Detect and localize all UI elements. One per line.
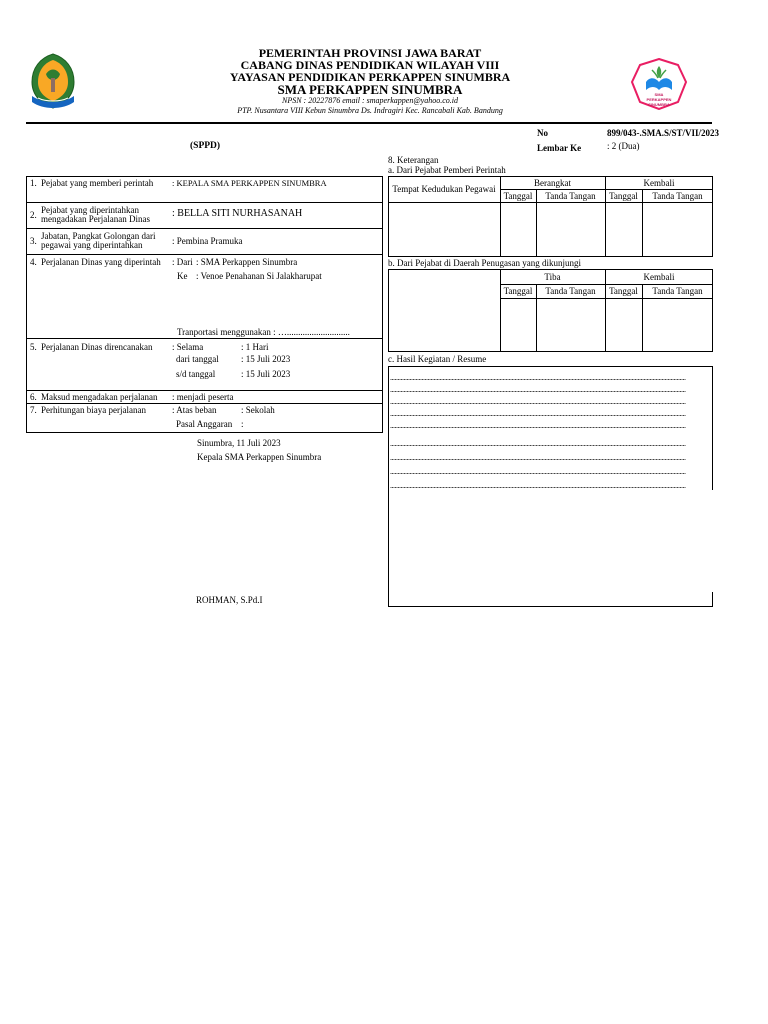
a-col-ttd-1: Tanda Tangan bbox=[545, 191, 596, 201]
left-logo bbox=[28, 52, 78, 110]
row5-sd-label: s/d tanggal bbox=[176, 369, 216, 379]
row6-num: 6. bbox=[30, 392, 37, 402]
b-col-ttd-2: Tanda Tangan bbox=[652, 286, 703, 296]
row6-label: Maksud mengadakan perjalanan bbox=[41, 392, 158, 402]
address-line: PTP. Nusantara VIII Kebun Sinumbra Ds. Indragiri Kec. Rancabali Kab. Bandung bbox=[237, 106, 503, 115]
npsn-line: NPSN : 20227876 email : smaperkappen@yahoo.co.id bbox=[282, 96, 458, 105]
section-c-title: c. Hasil Kegiatan / Resume bbox=[388, 354, 487, 364]
no-value: 899/043-.SMA.S/ST/VII/2023 bbox=[607, 128, 720, 138]
right-logo bbox=[630, 58, 688, 110]
resume-box-left bbox=[388, 366, 389, 607]
row7-pasal-label: Pasal Anggaran bbox=[176, 419, 233, 429]
row-divider bbox=[388, 202, 713, 203]
row7-pasal-value: : bbox=[241, 419, 244, 429]
row5-selama-value: : 1 Hari bbox=[241, 342, 269, 352]
resume-box-right-bottom bbox=[712, 592, 713, 607]
row-divider bbox=[26, 403, 383, 404]
resume-dotted-line: ..................................................................................................................................................................................................... bbox=[390, 386, 686, 394]
row5-label: Perjalanan Dinas direncanakan bbox=[41, 342, 153, 352]
resume-box-top bbox=[388, 366, 713, 367]
row2-value: : BELLA SITI NURHASANAH bbox=[172, 208, 303, 219]
row4-num: 4. bbox=[30, 257, 37, 267]
row4-dari-value: : SMA Perkappen Sinumbra bbox=[196, 257, 298, 267]
resume-dotted-line: ..................................................................................................................................................................................................... bbox=[390, 454, 686, 462]
row-divider bbox=[26, 202, 383, 203]
header-line-2: CABANG DINAS PENDIDIKAN WILAYAH VIII bbox=[240, 58, 500, 72]
row4-dari-label: : Dari bbox=[172, 257, 193, 267]
b-col-tanggal-1: Tanggal bbox=[503, 286, 533, 296]
lembar-label: Lembar Ke bbox=[537, 143, 582, 153]
resume-dotted-line: ..................................................................................................................................................................................................... bbox=[390, 440, 686, 448]
row1-value: : KEPALA SMA PERKAPPEN SINUMBRA bbox=[172, 178, 327, 188]
lembar-value: : 2 (Dua) bbox=[607, 141, 640, 151]
row4-transport: Tranportasi menggunakan : …............................ bbox=[177, 327, 350, 337]
resume-dotted-line: ..................................................................................................................................................................................................... bbox=[390, 374, 686, 382]
header-block bbox=[150, 47, 590, 116]
right-logo-text: SMA PERKAPPEN SINUMBRA bbox=[646, 92, 672, 107]
row5-dari-value: : 15 Juli 2023 bbox=[241, 354, 291, 364]
row5-num: 5. bbox=[30, 342, 37, 352]
signature-name: ROHMAN, S.Pd.I bbox=[196, 595, 263, 605]
row7-num: 7. bbox=[30, 405, 37, 415]
section-a-title: a. Dari Pejabat Pemberi Perintah bbox=[388, 165, 506, 175]
row5-dari-label: dari tanggal bbox=[176, 354, 219, 364]
school-name: SMA PERKAPPEN SINUMBRA bbox=[277, 82, 463, 97]
header-line-3: YAYASAN PENDIDIKAN PERKAPPEN SINUMBRA bbox=[229, 70, 511, 84]
resume-dotted-line: ..................................................................................................................................................................................................... bbox=[390, 468, 686, 476]
row3-value: : Pembina Pramuka bbox=[172, 236, 243, 246]
row2-label-1: Pejabat yang diperintahkan bbox=[41, 205, 139, 215]
no-label: No bbox=[537, 128, 548, 138]
row7-atas-value: : Sekolah bbox=[241, 405, 275, 415]
a-col-kembali: Kembali bbox=[643, 178, 675, 188]
row3-label-2: pegawai yang diperintahkan bbox=[41, 240, 143, 250]
row5-selama-label: : Selama bbox=[172, 342, 204, 352]
b-col-kembali: Kembali bbox=[643, 272, 675, 282]
resume-box-right-top bbox=[712, 366, 713, 490]
row4-label: Perjalanan Dinas yang diperintah bbox=[41, 257, 161, 267]
doc-title: (SPPD) bbox=[190, 141, 221, 151]
a-col-tanggal-2: Tanggal bbox=[609, 191, 638, 201]
b-col-ttd-1: Tanda Tangan bbox=[545, 286, 596, 296]
row-divider bbox=[26, 254, 383, 255]
row7-label: Perhitungan biaya perjalanan bbox=[41, 405, 146, 415]
row5-sd-value: : 15 Juli 2023 bbox=[241, 369, 291, 379]
a-col-tanggal-1: Tanggal bbox=[503, 191, 533, 201]
row7-atas-label: : Atas beban bbox=[172, 405, 217, 415]
row1-num: 1. bbox=[30, 178, 37, 188]
resume-dotted-line: ..................................................................................................................................................................................................... bbox=[390, 482, 686, 490]
row2-num: 2. bbox=[30, 210, 37, 220]
resume-dotted-line: ..................................................................................................................................................................................................... bbox=[390, 410, 686, 418]
row-divider bbox=[500, 189, 713, 190]
resume-box-bottom bbox=[388, 606, 713, 607]
row2-label-2: mengadakan Perjalanan Dinas bbox=[41, 214, 150, 224]
jawa-barat-emblem-icon bbox=[28, 52, 78, 110]
b-col-tanggal-2: Tanggal bbox=[609, 286, 638, 296]
a-col-berangkat: Berangkat bbox=[534, 178, 571, 188]
b-col-tiba: Tiba bbox=[544, 272, 561, 282]
signature-position: Kepala SMA Perkappen Sinumbra bbox=[197, 452, 322, 462]
signature-place-date: Sinumbra, 11 Juli 2023 bbox=[197, 438, 281, 448]
resume-dotted-line: ..................................................................................................................................................................................................... bbox=[390, 422, 686, 430]
section-b-title: b. Dari Pejabat di Daerah Penugasan yang dikunjungi bbox=[388, 258, 581, 268]
header-line-1: PEMERINTAH PROVINSI JAWA BARAT bbox=[258, 46, 482, 60]
row4-ke-label: Ke bbox=[177, 271, 188, 281]
row6-value: : menjadi peserta bbox=[172, 392, 234, 402]
resume-dotted-line: ..................................................................................................................................................................................................... bbox=[390, 398, 686, 406]
row3-label-1: Jabatan, Pangkat Golongan dari bbox=[41, 231, 156, 241]
row-divider bbox=[26, 390, 383, 391]
header-divider bbox=[26, 122, 712, 124]
keterangan-title: 8. Keterangan bbox=[388, 155, 439, 165]
row-divider bbox=[26, 228, 383, 229]
row1-label: Pejabat yang memberi perintah bbox=[41, 178, 154, 188]
a-col-tempat: Tempat Kedudukan Pegawai bbox=[392, 184, 496, 194]
row-divider bbox=[500, 298, 713, 299]
row4-ke-value: : Venoe Penahanan Si Jalakharupat bbox=[196, 271, 322, 281]
a-col-ttd-2: Tanda Tangan bbox=[652, 191, 703, 201]
row-divider bbox=[26, 338, 383, 339]
row3-num: 3. bbox=[30, 236, 37, 246]
row-divider bbox=[500, 284, 713, 285]
